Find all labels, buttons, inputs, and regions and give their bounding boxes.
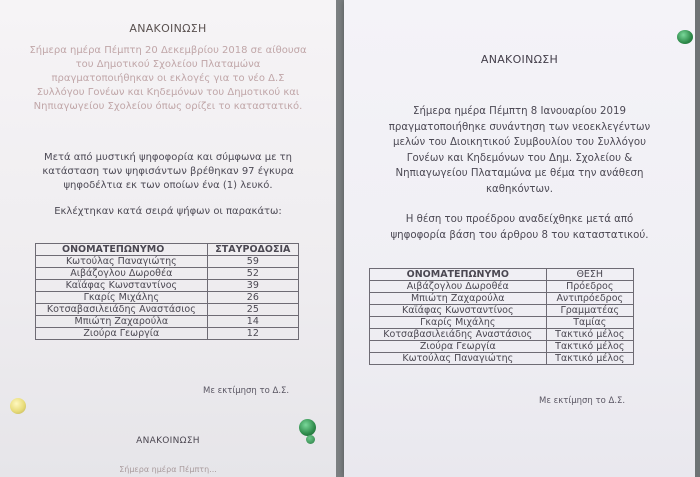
left-notice-title: ΑΝΑΚΟΙΝΩΣΗ: [129, 22, 207, 35]
cell-name: Κωτούλας Παναγιώτης: [36, 256, 208, 268]
left-second-notice-line: Σήμερα ημέρα Πέμπτη...: [119, 465, 217, 474]
green-pin-icon: [299, 419, 316, 436]
table-row: [36, 256, 299, 268]
table-row: [370, 317, 634, 329]
cell-votes: 59: [207, 256, 298, 268]
right-intro-line: Νηπιαγωγείου Πλαταμώνα με θέμα την ανάθεση: [395, 168, 644, 179]
green-pin-icon: [677, 30, 693, 44]
cell-name: Γκαρίς Μιχάλης: [370, 317, 547, 329]
cell-votes: 14: [207, 316, 298, 328]
table-header-row: [36, 244, 299, 256]
cell-name: Αιβάζογλου Δωροθέα: [36, 268, 208, 280]
cell-name: Αιβάζογλου Δωροθέα: [370, 281, 547, 293]
left-elected-line: Εκλέχτηκαν κατά σειρά ψήφων οι παρακάτω:: [54, 206, 282, 217]
cell-position: Τακτικό μέλος: [546, 329, 633, 341]
table-row: [36, 328, 299, 340]
cell-votes: 26: [207, 292, 298, 304]
left-second-notice-title: ΑΝΑΚΟΙΝΩΣΗ: [136, 436, 200, 446]
right-notice-sheet: [344, 0, 695, 477]
cell-name: Κοτσαβασιλειάδης Αναστάσιος: [36, 304, 208, 316]
cell-votes: 12: [207, 328, 298, 340]
cell-name: Μπιώτη Ζαχαρούλα: [36, 316, 208, 328]
table-row: [36, 268, 299, 280]
cell-position: Τακτικό μέλος: [546, 353, 633, 365]
left-intro-line: Νηπιαγωγείου Σχολείου όπως ορίζει το καταστατικό.: [33, 101, 303, 112]
cell-votes: 25: [207, 304, 298, 316]
left-signature: Με εκτίμηση το Δ.Σ.: [203, 386, 290, 396]
yellow-pin-icon: [10, 398, 26, 414]
background-strip: [695, 0, 700, 477]
cell-name: Κοτσαβασιλειάδης Αναστάσιος: [370, 329, 547, 341]
right-notice-title: ΑΝΑΚΟΙΝΩΣΗ: [480, 53, 559, 66]
cell-position: Τακτικό μέλος: [546, 341, 633, 353]
cell-position: Ταμίας: [546, 317, 633, 329]
left-vote-line: Μετά από μυστική ψηφοφορία και σύμφωνα με τη: [43, 152, 293, 163]
table-row: [370, 293, 634, 305]
right-intro-line: μελών του Διοικητικού Συμβουλίου του Συλλόγου: [392, 137, 647, 148]
left-notice-sheet: [0, 0, 336, 477]
left-intro-paragraph: [10, 44, 326, 114]
cell-name: Κωτούλας Παναγιώτης: [370, 353, 547, 365]
table-row: [36, 292, 299, 304]
right-president-line: ψηφοφορία βάση του άρθρου 8 του καταστατικού.: [390, 230, 649, 241]
header-votes: ΣΤΑΥΡΟΔΟΣΙΑ: [207, 244, 298, 256]
right-intro-line: καθηκόντων.: [486, 183, 553, 195]
right-positions-table: [369, 268, 634, 365]
right-president-paragraph: [352, 212, 687, 244]
left-vote-paragraph: [10, 151, 326, 193]
cell-position: Γραμματέας: [546, 305, 633, 317]
table-row: [36, 316, 299, 328]
header-name: ΟΝΟΜΑΤΕΠΩΝΥΜΟ: [370, 269, 547, 281]
cell-name: Γκαρίς Μιχάλης: [36, 292, 208, 304]
right-intro-line: Γονέων και Κηδεμόνων του Δημ. Σχολείου &: [406, 152, 633, 164]
table-row: [36, 304, 299, 316]
sheet-gap: [336, 0, 344, 477]
right-intro-paragraph: [352, 104, 687, 197]
table-row: [370, 305, 634, 317]
cell-votes: 52: [207, 268, 298, 280]
green-pin-icon: [306, 435, 315, 444]
left-votes-table: [35, 243, 299, 340]
cell-position: Πρόεδρος: [546, 281, 633, 293]
left-intro-line: του Δημοτικού Σχολείου Πλαταμώνα: [75, 59, 261, 70]
cell-name: Ζιούρα Γεωργία: [370, 341, 547, 353]
right-intro-line: πραγματοποιήθηκε συνάντηση των νεοεκλεγέντων: [388, 121, 651, 133]
right-intro-line: Σήμερα ημέρα Πέμπτη 8 Ιανουαρίου 2019: [413, 106, 626, 117]
cell-votes: 39: [207, 280, 298, 292]
table-row: [36, 280, 299, 292]
header-position: ΘΕΣΗ: [546, 269, 633, 281]
left-vote-line: κατάσταση των ψηφισάντων βρέθηκαν 97 έγκυρα: [42, 166, 294, 177]
right-signature: Με εκτίμηση το Δ.Σ.: [539, 396, 626, 406]
left-intro-line: πραγματοποιήθηκαν οι εκλογές για το νέο Δ.Σ: [51, 73, 285, 84]
table-row: [370, 353, 634, 365]
cell-name: Καϊάφας Κωνσταντίνος: [36, 280, 208, 292]
table-row: [370, 341, 634, 353]
right-president-line: Η θέση του προέδρου αναδείχθηκε μετά από: [405, 214, 634, 225]
cell-name: Καϊάφας Κωνσταντίνος: [370, 305, 547, 317]
cell-name: Ζιούρα Γεωργία: [36, 328, 208, 340]
left-intro-line: Συλλόγου Γονέων και Κηδεμόνων του Δημοτικού και: [36, 87, 300, 98]
left-intro-line: Σήμερα ημέρα Πέμπτη 20 Δεκεμβρίου 2018 σε αίθουσα: [29, 45, 307, 56]
cell-position: Αντιπρόεδρος: [546, 293, 633, 305]
cell-name: Μπιώτη Ζαχαρούλα: [370, 293, 547, 305]
table-row: [370, 281, 634, 293]
table-row: [370, 329, 634, 341]
left-vote-line: ψηφοδέλτια εκ των οποίων ένα (1) λευκό.: [63, 180, 273, 191]
table-header-row: [370, 269, 634, 281]
header-name: ΟΝΟΜΑΤΕΠΩΝΥΜΟ: [36, 244, 208, 256]
